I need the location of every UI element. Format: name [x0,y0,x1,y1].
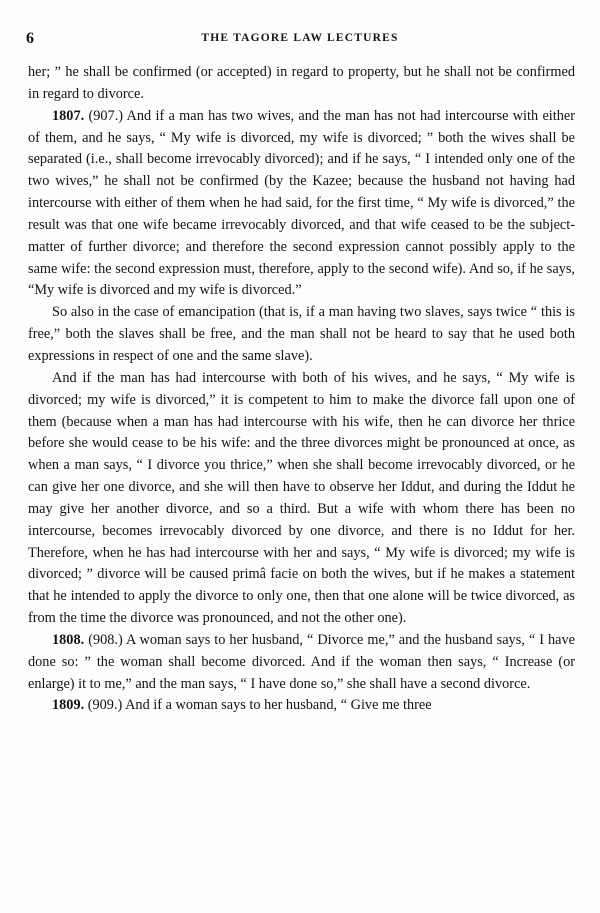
section-subnumber: (909.) [87,697,123,714]
paragraph-section-1807 [28,106,575,303]
running-head: THE TAGORE LAW LECTURES [201,32,399,44]
paragraph-section-1809 [28,695,575,717]
paragraph-text: And if a man has two wives, and the man has not had intercourse with either of them, and he says, “ My wife is divorced, my wife is divorced; ” both the wives shall be separated (i.e., shall become irrevocably divorced); and if he says, “ I intended only one of the two wives,” he shall not be confirmed (by the Kazee; because the husband not having had intercourse with either of them when he had said, for the first time, “ My wife is divorced,” the result was that one wife became irrevocably divorced, and that wife ceased to be the subject-matter of further divorce; and therefore the second expression cannot possibly apply to the same wife: the second expression must, therefore, apply to the second wife). And so, if he says, “My wife is divorced and my wife is divorced.” [28,107,575,299]
section-subnumber: (907.) [88,107,124,124]
paragraph-text: A woman says to her husband, “ Divorce me,” and the husband says, “ I have done so: ” the woman shall become divorced. And if the woman then says, “ Increase (or enlarge) it to me,” and the man says, “ I have done so,” she shall have a second divorce. [28,631,575,692]
paragraph-text: And if the man has had intercourse with both of his wives, and he says, “ My wife is divorced; my wife is divorced,” it is competent to him to make the divorce fall upon one of them (because when a man has had intercourse with his wife, then he can divorce her thrice before she would cease to be his wife: and the three divorces might be pronounced at once, as when a man says, “ I divorce you thrice,” when she shall become irrevocably divorced, or he can give her one divorce, and she will then have to observe her Iddut, and during the Iddut he may give her another divorce, and so a third. But a wife with whom there has been no intercourse, becomes irrevocably divorced by one divorce, and there is no Iddut for her. Therefore, when he has had intercourse with her and says, “ My wife is divorced; my wife is divorced; ” divorce will be caused primâ facie on both the wives, but if he makes a statement that he intended to apply the divorce to only one, then that one alone will be twice divorced, as from the time the divorce was pronounced, and not the other one). [28,369,575,627]
body-text [28,62,575,717]
paragraph-text: And if a woman says to her husband, “ Give me three [125,697,432,714]
paragraph-text: her; ” he shall be confirmed (or accepted) in regard to property, but he shall not be confirmed in regard to divorce. [28,64,575,102]
section-number: 1808. [52,631,85,648]
paragraph-continuation [28,62,575,106]
page-header [26,30,574,52]
section-subnumber: (908.) [88,631,123,648]
paragraph-intercourse [28,368,575,630]
paragraph-emancipation [28,302,575,368]
section-number: 1809. [52,697,85,714]
section-number: 1807. [52,107,85,124]
paragraph-section-1808 [28,630,575,696]
page-number: 6 [26,30,34,47]
paragraph-text: So also in the case of emancipation (that is, if a man having two slaves, says twice “ this is free,” both the slaves shall be free, and the man shall not be heard to say that he used both expressions in respect of one and the same slave). [28,304,575,364]
